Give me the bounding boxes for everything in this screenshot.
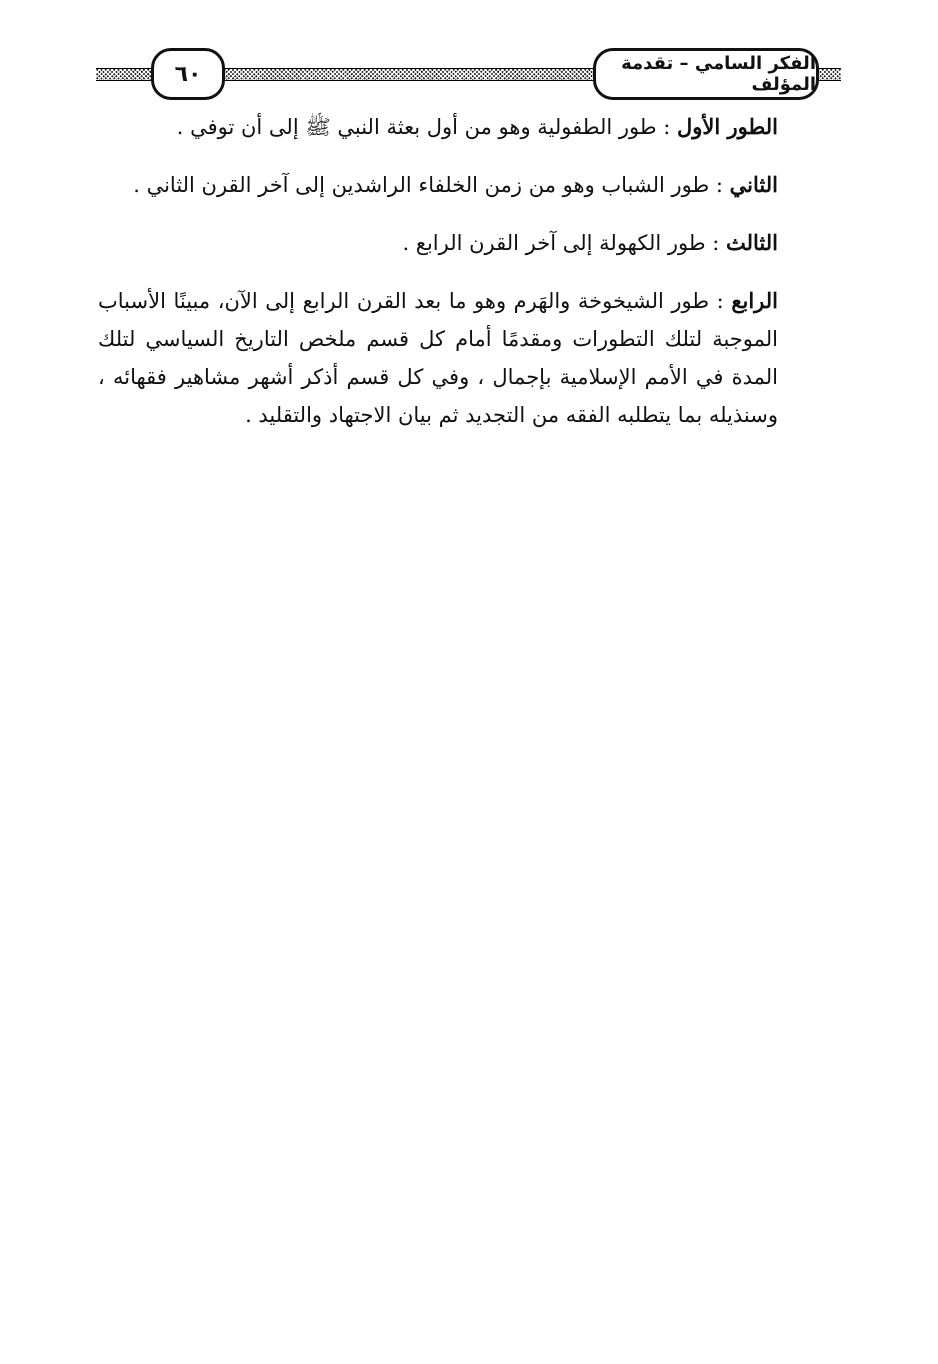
- paragraph-text: : طور الطفولية وهو من أول بعثة النبي ﷺ إلى أن توفي .: [176, 115, 678, 139]
- paragraph-first-stage: [98, 108, 778, 146]
- paragraph-label: الرابع: [731, 288, 778, 313]
- paragraph-text: : طور الكهولة إلى آخر القرن الرابع .: [402, 231, 726, 255]
- paragraph-fourth-stage: [98, 282, 778, 434]
- paragraph-label: الثاني: [729, 172, 778, 197]
- running-header: [96, 44, 841, 102]
- paragraph-text: : طور الشباب وهو من زمن الخلفاء الراشدين إلى آخر القرن الثاني .: [133, 173, 730, 197]
- paragraph-label: الطور الأول: [677, 114, 778, 139]
- paragraph-second-stage: [98, 166, 778, 204]
- page-number: ٦٠: [151, 48, 225, 100]
- paragraph-label: الثالث: [726, 230, 778, 255]
- paragraph-text: : طور الشيخوخة والهَرم وهو ما بعد القرن الرابع إلى الآن، مبينًا الأسباب الموجبة لتلك التطورات ومقدمًا أمام كل قسم ملخص التاريخ السياسي لتلك المدة في الأمم الإسلامية بإجمال ، وفي كل قسم أذكر أشهر مشاهير فقهائه ، وسنذيله بما يتطلبه الفقه من التجديد ثم بيان الاجتهاد والتقليد .: [98, 289, 778, 427]
- paragraph-third-stage: [98, 224, 778, 262]
- running-title: الفكر السامي – تقدمة المؤلف: [593, 48, 819, 100]
- page-body: [98, 108, 778, 434]
